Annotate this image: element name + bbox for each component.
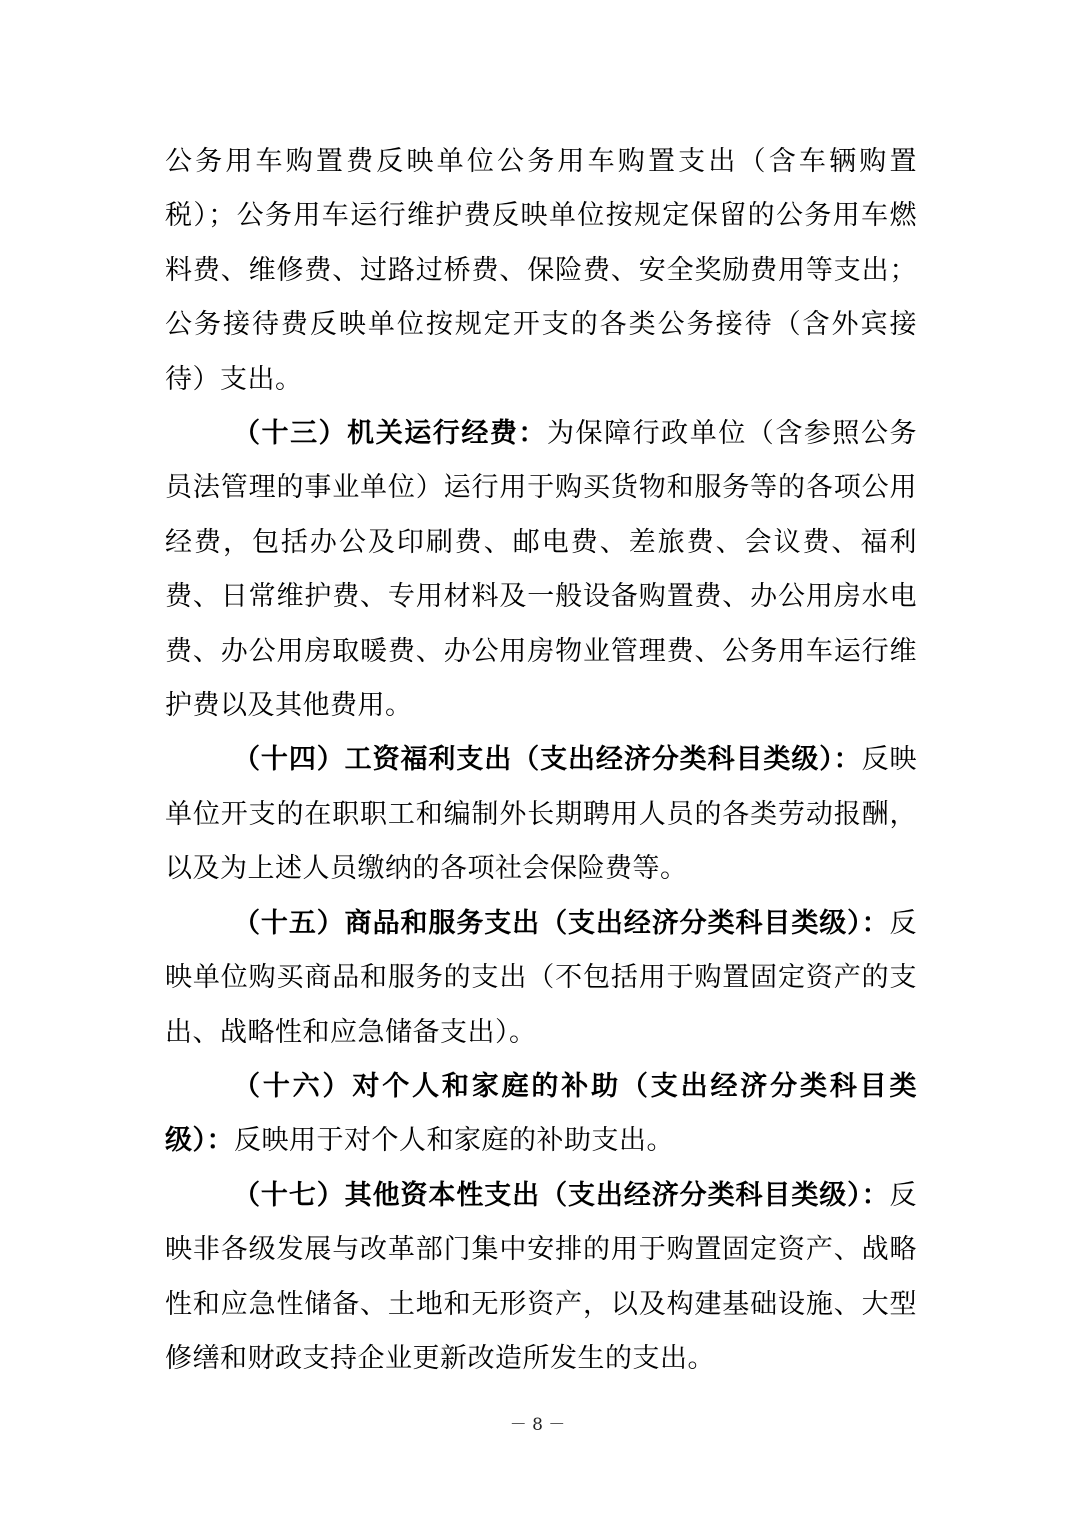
paragraph-15-goods-services: [165, 897, 917, 1060]
paragraph-body: 为保障行政单位（含参照公务员法管理的事业单位）运行用于购买货物和服务等的各项公用经费，包括办公及印刷费、邮电费、差旅费、会议费、福利费、日常维护费、专用材料及一般设备购置费、办公用房水电费、办公用房取暖费、办公用房物业管理费、公务用车运行维护费以及其他费用。: [165, 418, 918, 722]
paragraph-heading: （十五）商品和服务支出（支出经济分类科目类级）：: [233, 907, 890, 939]
paragraph-heading: （十六）对个人和家庭的补助（支出经济分类科目类级）：: [165, 1070, 917, 1157]
paragraph-body: 公务用车购置费反映单位公务用车购置支出（含车辆购置税）；公务用车运行维护费反映单位按规定保留的公务用车燃料费、维修费、过路过桥费、保险费、安全奖励费用等支出；公务接待费反映单位按规定开支的各类公务接待（含外宾接待）支出。: [165, 146, 917, 395]
document-body: [165, 135, 917, 1386]
paragraph-13-office-operating-funds: [165, 407, 917, 733]
paragraph-17-other-capital: [165, 1169, 917, 1387]
paragraph-body: 反映单位购买商品和服务的支出（不包括用于购置固定资产的支出、战略性和应急储备支出）。: [165, 907, 917, 1048]
page-number: － 8 －: [509, 1415, 566, 1435]
paragraph-heading: （十七）其他资本性支出（支出经济分类科目类级）：: [233, 1179, 890, 1211]
paragraph-heading: （十三）机关运行经费：: [233, 418, 547, 450]
paragraph-heading: （十四）工资福利支出（支出经济分类科目类级）：: [233, 744, 862, 776]
paragraph-body: 反映单位开支的在职职工和编制外长期聘用人员的各类劳动报酬，以及为上述人员缴纳的各项社会保险费等。: [165, 744, 918, 885]
paragraph-16-household-subsidy: [165, 1060, 917, 1169]
paragraph-vehicle-expenses: [165, 135, 917, 407]
paragraph-14-wage-welfare: [165, 733, 917, 896]
paragraph-body: 反映用于对个人和家庭的补助支出。: [234, 1125, 674, 1157]
paragraph-body: 反映非各级发展与改革部门集中安排的用于购置固定资产、战略性和应急性储备、土地和无形资产，以及构建基础设施、大型修缮和财政支持企业更新改造所发生的支出。: [165, 1179, 917, 1374]
